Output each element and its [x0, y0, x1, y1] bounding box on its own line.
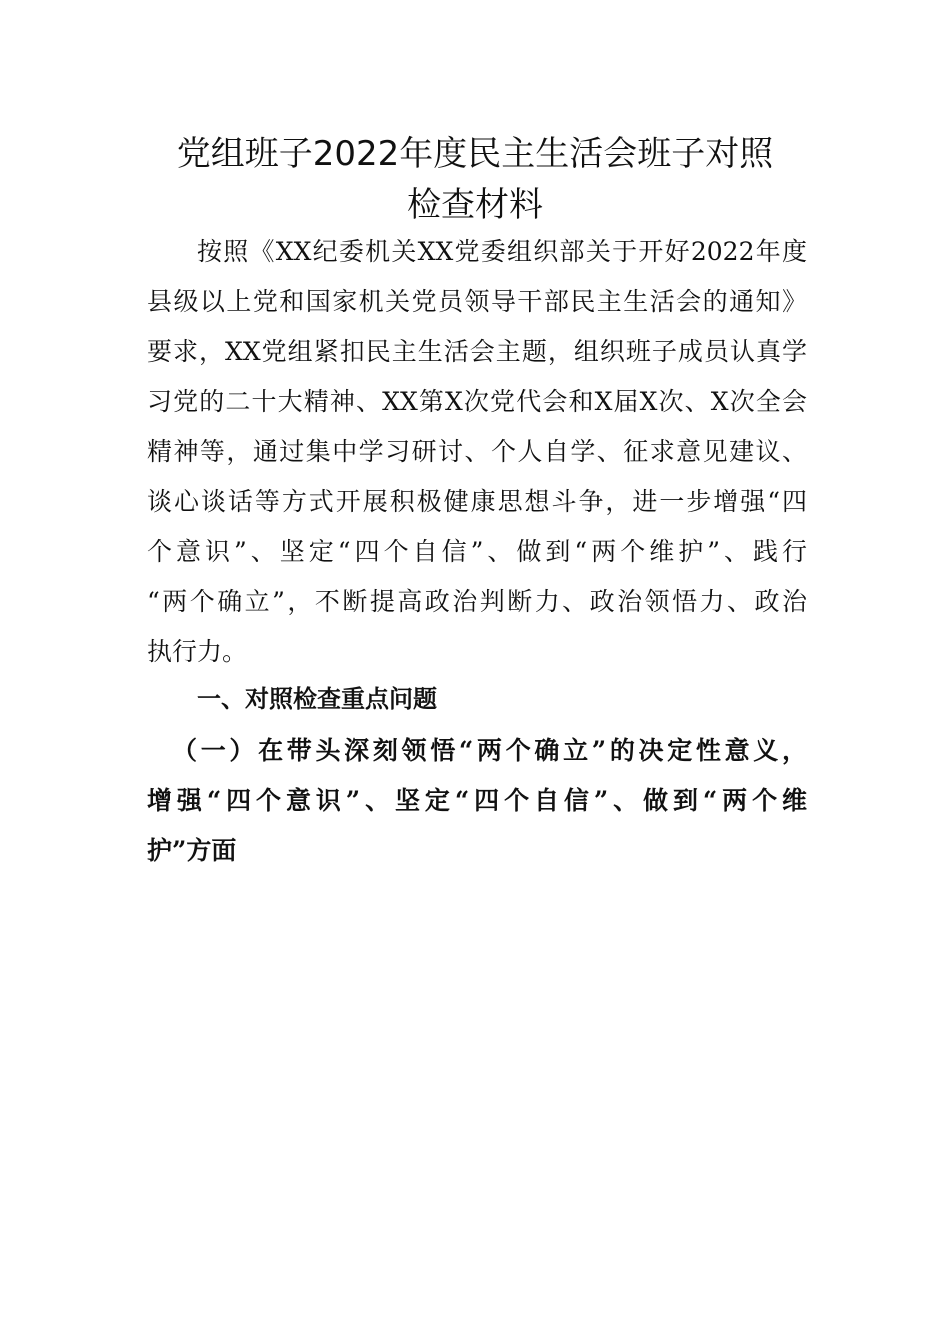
subsection-heading-line-3: 护”方面 [147, 836, 237, 865]
intro-line-2: 县级以上党和国家机关党员领导干部民主生活会的通知》 [147, 287, 807, 316]
intro-line-8: “两个确立”，不断提高政治判断力、政治领悟力、政治 [147, 587, 807, 616]
intro-line-7: 个意识”、坚定“四个自信”、做到“两个维护”、践行 [147, 537, 807, 566]
document-title-line-1: 党组班子2022年度民主生活会班子对照 [176, 134, 774, 174]
intro-line-4: 习党的二十大精神、XX第X次党代会和X届X次、X次全会 [147, 387, 807, 416]
intro-line-5: 精神等，通过集中学习研讨、个人自学、征求意见建议、 [147, 437, 807, 466]
section-heading: 一、对照检查重点问题 [197, 685, 437, 713]
document-title-line-2: 检查材料 [407, 185, 543, 225]
subsection-heading-line-2: 增强“四个意识”、坚定“四个自信”、做到“两个维 [147, 786, 807, 815]
subsection-heading-line-1: （一）在带头深刻领悟“两个确立”的决定性意义， [172, 736, 807, 765]
intro-line-9: 执行力。 [147, 637, 248, 666]
intro-line-6: 谈心谈话等方式开展积极健康思想斗争，进一步增强“四 [147, 487, 807, 516]
intro-line-3: 要求，XX党组紧扣民主生活会主题，组织班子成员认真学 [147, 337, 807, 366]
intro-line-1: 按照《XX纪委机关XX党委组织部关于开好2022年度 [197, 237, 807, 266]
